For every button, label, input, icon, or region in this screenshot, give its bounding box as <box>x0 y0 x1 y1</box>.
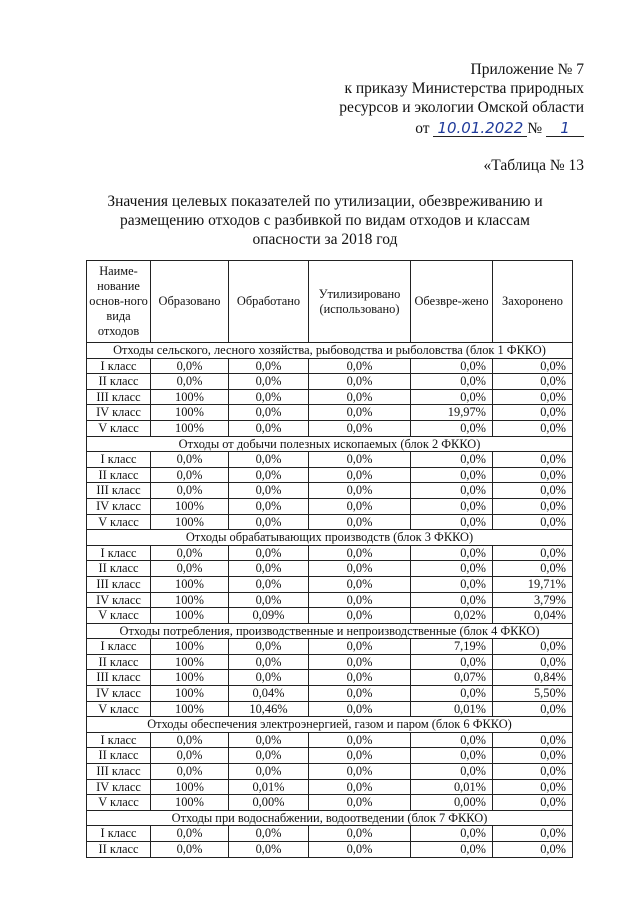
table-row <box>87 748 573 764</box>
value-cell: 100% <box>151 654 229 670</box>
value-cell: 0,0% <box>229 561 309 577</box>
value-cell: 0,0% <box>493 764 573 780</box>
value-cell: 0,0% <box>229 467 309 483</box>
value-cell: 0,0% <box>309 545 411 561</box>
value-cell: 0,0% <box>411 467 493 483</box>
value-cell: 0,0% <box>309 405 411 421</box>
value-cell: 0,0% <box>229 842 309 858</box>
value-cell: 0,0% <box>493 467 573 483</box>
value-cell: 0,0% <box>151 358 229 374</box>
table-row <box>87 732 573 748</box>
value-cell: 0,0% <box>411 389 493 405</box>
value-cell: 0,0% <box>309 608 411 624</box>
value-cell: 0,0% <box>411 420 493 436</box>
value-cell: 100% <box>151 405 229 421</box>
block-header-row <box>87 530 573 546</box>
value-cell: 0,00% <box>411 795 493 811</box>
value-cell: 0,00% <box>229 795 309 811</box>
value-cell: 0,0% <box>309 842 411 858</box>
value-cell: 0,0% <box>151 374 229 390</box>
hazard-class-cell: I класс <box>87 732 151 748</box>
hazard-class-cell: II класс <box>87 654 151 670</box>
value-cell: 100% <box>151 795 229 811</box>
appendix-number: Приложение № 7 <box>470 61 584 78</box>
table-row <box>87 686 573 702</box>
value-cell: 0,0% <box>411 561 493 577</box>
value-cell: 100% <box>151 608 229 624</box>
value-cell: 0,0% <box>493 358 573 374</box>
table-row <box>87 842 573 858</box>
value-cell: 0,0% <box>151 842 229 858</box>
value-cell: 0,0% <box>309 498 411 514</box>
value-cell: 0,02% <box>411 608 493 624</box>
hazard-class-cell: V класс <box>87 420 151 436</box>
value-cell: 0,0% <box>411 764 493 780</box>
hazard-class-cell: I класс <box>87 826 151 842</box>
value-cell: 100% <box>151 576 229 592</box>
value-cell: 0,0% <box>309 420 411 436</box>
value-cell: 100% <box>151 389 229 405</box>
value-cell: 10,46% <box>229 701 309 717</box>
block-title: Отходы обрабатывающих производств (блок 3 ФККО) <box>87 530 573 546</box>
value-cell: 100% <box>151 514 229 530</box>
waste-indicators-table <box>86 260 573 858</box>
value-cell: 0,0% <box>493 389 573 405</box>
value-cell: 0,0% <box>411 483 493 499</box>
value-cell: 0,09% <box>229 608 309 624</box>
value-cell: 0,0% <box>309 670 411 686</box>
value-cell: 0,0% <box>309 764 411 780</box>
value-cell: 100% <box>151 701 229 717</box>
value-cell: 0,0% <box>151 764 229 780</box>
value-cell: 0,0% <box>229 420 309 436</box>
hazard-class-cell: V класс <box>87 608 151 624</box>
table-row <box>87 405 573 421</box>
value-cell: 0,0% <box>493 842 573 858</box>
value-cell: 0,0% <box>229 639 309 655</box>
hazard-class-cell: II класс <box>87 748 151 764</box>
table-row <box>87 592 573 608</box>
table-row <box>87 358 573 374</box>
value-cell: 0,0% <box>411 545 493 561</box>
column-header: Обработано <box>229 261 309 343</box>
value-cell: 0,0% <box>493 374 573 390</box>
order-number-handwritten: 1 <box>546 121 584 137</box>
value-cell: 0,0% <box>229 592 309 608</box>
table-row <box>87 498 573 514</box>
value-cell: 0,0% <box>309 467 411 483</box>
value-cell: 7,19% <box>411 639 493 655</box>
order-prefix: от <box>415 120 430 137</box>
value-cell: 0,0% <box>229 654 309 670</box>
value-cell: 0,0% <box>229 576 309 592</box>
value-cell: 0,0% <box>493 826 573 842</box>
order-date-line <box>284 119 584 138</box>
table-row <box>87 545 573 561</box>
value-cell: 0,0% <box>309 452 411 468</box>
value-cell: 0,0% <box>229 670 309 686</box>
value-cell: 0,0% <box>411 374 493 390</box>
column-header: Утилизировано (использовано) <box>309 261 411 343</box>
value-cell: 100% <box>151 670 229 686</box>
block-header-row <box>87 343 573 359</box>
value-cell: 0,0% <box>493 795 573 811</box>
title-line-1: Значения целевых показателей по утилизации, обезвреживанию и <box>107 193 543 210</box>
value-cell: 0,0% <box>151 452 229 468</box>
value-cell: 0,0% <box>411 576 493 592</box>
value-cell: 0,01% <box>411 779 493 795</box>
value-cell: 0,0% <box>151 545 229 561</box>
value-cell: 0,0% <box>309 483 411 499</box>
value-cell: 0,0% <box>493 452 573 468</box>
value-cell: 0,04% <box>229 686 309 702</box>
hazard-class-cell: V класс <box>87 795 151 811</box>
block-header-row <box>87 623 573 639</box>
value-cell: 0,0% <box>411 686 493 702</box>
value-cell: 0,0% <box>309 389 411 405</box>
value-cell: 0,0% <box>309 701 411 717</box>
table-row <box>87 576 573 592</box>
hazard-class-cell: III класс <box>87 764 151 780</box>
value-cell: 0,0% <box>411 358 493 374</box>
table-row <box>87 779 573 795</box>
table-row <box>87 701 573 717</box>
value-cell: 0,0% <box>151 467 229 483</box>
order-date-handwritten: 10.01.2022 <box>433 121 527 137</box>
column-header: Образовано <box>151 261 229 343</box>
table-row <box>87 639 573 655</box>
table-row <box>87 389 573 405</box>
value-cell: 0,0% <box>229 405 309 421</box>
value-cell: 100% <box>151 686 229 702</box>
block-title: Отходы от добычи полезных ископаемых (блок 2 ФККО) <box>87 436 573 452</box>
value-cell: 0,0% <box>411 826 493 842</box>
value-cell: 0,0% <box>493 420 573 436</box>
value-cell: 0,01% <box>411 701 493 717</box>
table-header-row <box>87 261 573 343</box>
value-cell: 0,0% <box>411 842 493 858</box>
value-cell: 0,0% <box>229 826 309 842</box>
value-cell: 0,0% <box>493 779 573 795</box>
hazard-class-cell: IV класс <box>87 405 151 421</box>
value-cell: 0,0% <box>229 764 309 780</box>
appendix-header <box>284 60 584 138</box>
hazard-class-cell: IV класс <box>87 592 151 608</box>
value-cell: 0,0% <box>309 795 411 811</box>
table-row <box>87 420 573 436</box>
value-cell: 0,0% <box>493 483 573 499</box>
hazard-class-cell: III класс <box>87 483 151 499</box>
value-cell: 100% <box>151 779 229 795</box>
title-line-3: опасности за 2018 год <box>252 231 398 248</box>
value-cell: 0,0% <box>229 732 309 748</box>
value-cell: 0,0% <box>229 545 309 561</box>
hazard-class-cell: II класс <box>87 374 151 390</box>
hazard-class-cell: I класс <box>87 545 151 561</box>
appendix-order-ref: к приказу Министерства природных <box>344 80 584 97</box>
block-header-row <box>87 810 573 826</box>
value-cell: 0,0% <box>229 748 309 764</box>
column-header: Захоронено <box>493 261 573 343</box>
value-cell: 0,0% <box>411 732 493 748</box>
value-cell: 100% <box>151 592 229 608</box>
table-row <box>87 452 573 468</box>
order-number-label: № <box>527 120 543 137</box>
block-title: Отходы сельского, лесного хозяйства, рыбоводства и рыболовства (блок 1 ФККО) <box>87 343 573 359</box>
table-row <box>87 654 573 670</box>
table-row <box>87 795 573 811</box>
hazard-class-cell: I класс <box>87 358 151 374</box>
table-row <box>87 826 573 842</box>
value-cell: 0,0% <box>151 483 229 499</box>
value-cell: 0,0% <box>493 514 573 530</box>
value-cell: 0,01% <box>229 779 309 795</box>
hazard-class-cell: V класс <box>87 701 151 717</box>
block-header-row <box>87 717 573 733</box>
value-cell: 0,0% <box>493 654 573 670</box>
value-cell: 0,0% <box>309 358 411 374</box>
table-row <box>87 670 573 686</box>
hazard-class-cell: III класс <box>87 389 151 405</box>
value-cell: 0,0% <box>229 374 309 390</box>
value-cell: 0,04% <box>493 608 573 624</box>
block-title: Отходы потребления, производственные и непроизводственные (блок 4 ФККО) <box>87 623 573 639</box>
value-cell: 0,0% <box>411 592 493 608</box>
value-cell: 0,0% <box>229 358 309 374</box>
value-cell: 0,84% <box>493 670 573 686</box>
value-cell: 0,0% <box>229 498 309 514</box>
value-cell: 0,0% <box>151 748 229 764</box>
value-cell: 0,0% <box>151 826 229 842</box>
value-cell: 0,0% <box>411 452 493 468</box>
table-row <box>87 467 573 483</box>
value-cell: 0,0% <box>309 561 411 577</box>
hazard-class-cell: III класс <box>87 576 151 592</box>
table-row <box>87 374 573 390</box>
block-header-row <box>87 436 573 452</box>
hazard-class-cell: IV класс <box>87 686 151 702</box>
value-cell: 0,0% <box>309 686 411 702</box>
value-cell: 0,0% <box>309 576 411 592</box>
table-row <box>87 514 573 530</box>
block-title: Отходы при водоснабжении, водоотведении (блок 7 ФККО) <box>87 810 573 826</box>
value-cell: 0,0% <box>493 701 573 717</box>
value-cell: 0,0% <box>309 654 411 670</box>
value-cell: 0,0% <box>411 514 493 530</box>
value-cell: 0,0% <box>309 514 411 530</box>
table-number-label: «Таблица № 13 <box>483 157 584 174</box>
value-cell: 19,97% <box>411 405 493 421</box>
value-cell: 0,0% <box>493 498 573 514</box>
table-row <box>87 608 573 624</box>
value-cell: 0,0% <box>411 654 493 670</box>
value-cell: 0,0% <box>493 545 573 561</box>
value-cell: 0,0% <box>411 748 493 764</box>
column-header: Наиме-нование основ-ного вида отходов <box>87 261 151 343</box>
value-cell: 100% <box>151 639 229 655</box>
column-header: Обезвре-жено <box>411 261 493 343</box>
value-cell: 0,0% <box>229 452 309 468</box>
table-row <box>87 561 573 577</box>
value-cell: 0,0% <box>493 561 573 577</box>
appendix-ministry: ресурсов и экологии Омской области <box>339 99 584 116</box>
hazard-class-cell: II класс <box>87 467 151 483</box>
hazard-class-cell: IV класс <box>87 498 151 514</box>
hazard-class-cell: II класс <box>87 561 151 577</box>
value-cell: 0,0% <box>493 748 573 764</box>
value-cell: 0,0% <box>151 732 229 748</box>
hazard-class-cell: IV класс <box>87 779 151 795</box>
value-cell: 0,0% <box>151 561 229 577</box>
value-cell: 0,0% <box>309 779 411 795</box>
value-cell: 0,0% <box>493 639 573 655</box>
hazard-class-cell: III класс <box>87 670 151 686</box>
value-cell: 100% <box>151 498 229 514</box>
table-row <box>87 483 573 499</box>
value-cell: 0,0% <box>411 498 493 514</box>
value-cell: 0,0% <box>309 374 411 390</box>
hazard-class-cell: V класс <box>87 514 151 530</box>
value-cell: 0,07% <box>411 670 493 686</box>
value-cell: 19,71% <box>493 576 573 592</box>
value-cell: 0,0% <box>309 826 411 842</box>
value-cell: 0,0% <box>309 748 411 764</box>
block-title: Отходы обеспечения электроэнергией, газом и паром (блок 6 ФККО) <box>87 717 573 733</box>
value-cell: 5,50% <box>493 686 573 702</box>
table-row <box>87 764 573 780</box>
value-cell: 0,0% <box>309 732 411 748</box>
hazard-class-cell: II класс <box>87 842 151 858</box>
table-body <box>87 343 573 858</box>
document-title <box>60 192 590 249</box>
value-cell: 0,0% <box>229 483 309 499</box>
value-cell: 3,79% <box>493 592 573 608</box>
title-line-2: размещению отходов с разбивкой по видам отходов и классам <box>120 212 530 229</box>
value-cell: 0,0% <box>229 389 309 405</box>
hazard-class-cell: I класс <box>87 639 151 655</box>
value-cell: 0,0% <box>493 405 573 421</box>
value-cell: 0,0% <box>309 639 411 655</box>
hazard-class-cell: I класс <box>87 452 151 468</box>
value-cell: 0,0% <box>309 592 411 608</box>
value-cell: 0,0% <box>229 514 309 530</box>
value-cell: 0,0% <box>493 732 573 748</box>
value-cell: 100% <box>151 420 229 436</box>
